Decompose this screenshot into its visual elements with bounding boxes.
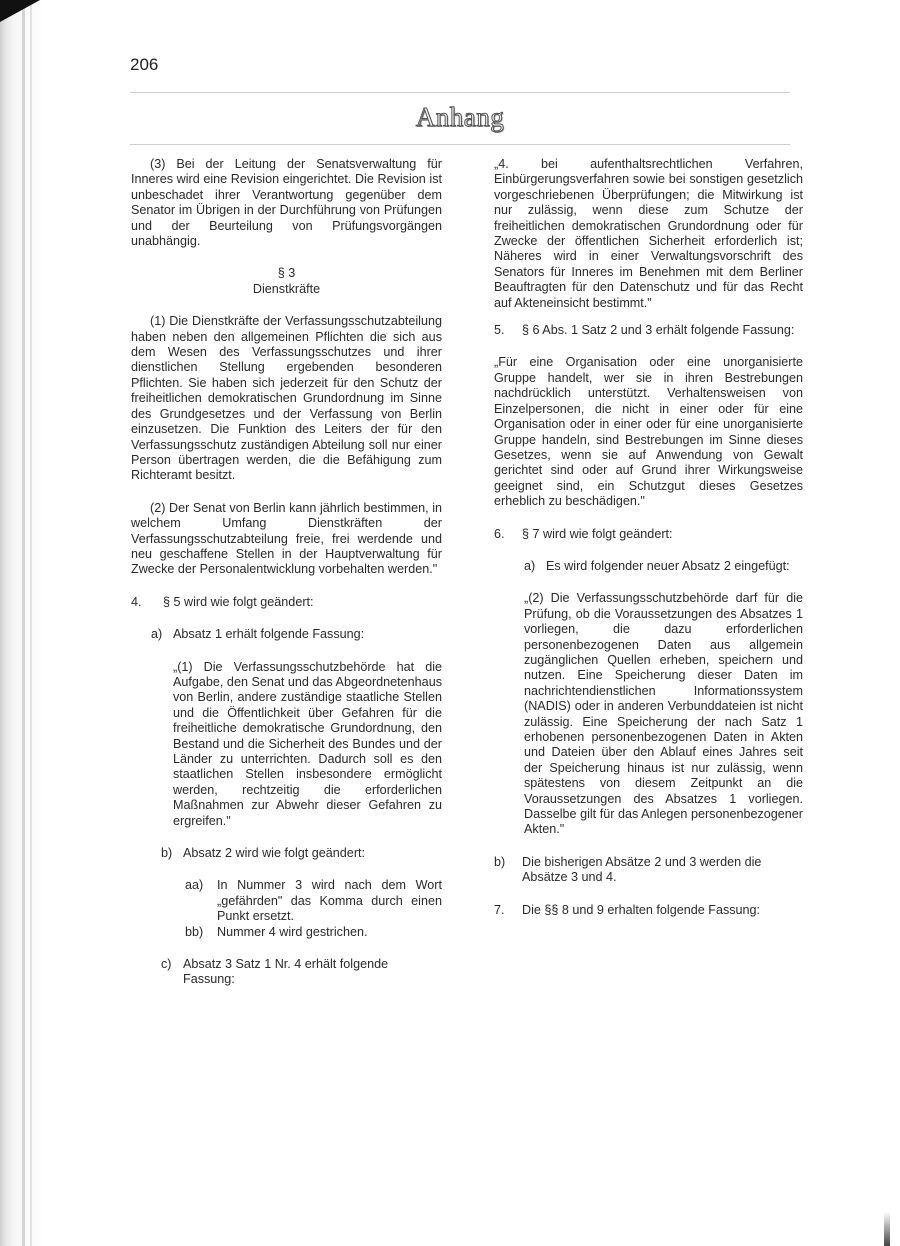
quote-paragraph: „4. bei aufenthaltsrechtlichen Verfahren, Einbürgerungsverfahren sowie bei sonstigen gesetzlich vorgeschriebenen Überprüfungen; die Mitwirkung ist nur zulässig, wenn diese zum Schutze der freiheitlichen demokratischen Grundordnung oder für Zwecke der öffentlichen Sicherheit erforderlich ist; Näheres wird in einer Verwaltungsvorschrift des Senators für Inneres im Benehmen mit dem Berliner Beauftragten für den Datenschutz und für das Recht auf Akteneinsicht bestimmt." bbox=[494, 157, 803, 310]
list-item-6a bbox=[524, 559, 803, 574]
list-text: Die §§ 8 und 9 erhalten folgende Fassung: bbox=[522, 902, 761, 917]
right-column bbox=[494, 157, 803, 918]
list-item-6b bbox=[494, 855, 803, 886]
list-text: Absatz 2 wird wie folgt geändert: bbox=[183, 846, 366, 861]
list-text: § 5 wird wie folgt geändert: bbox=[163, 594, 314, 609]
list-item-7 bbox=[494, 903, 803, 918]
list-number: 5. bbox=[494, 323, 505, 338]
list-subletter: aa) bbox=[185, 878, 204, 893]
section-header: Anhang bbox=[415, 102, 505, 132]
page-number: 206 bbox=[130, 55, 159, 74]
list-text: § 6 Abs. 1 Satz 2 und 3 erhält folgende Fassung: bbox=[522, 323, 795, 338]
list-item-4a bbox=[151, 627, 442, 642]
binding-corner-mark bbox=[0, 0, 40, 22]
left-column bbox=[131, 157, 442, 988]
paragraph-dienstkraefte-2: (2) Der Senat von Berlin kann jährlich bestimmen, in welchem Umfang Dienstkräften der Verfassungsschutzabteilung freie, frei werdende und neu geschaffene Stellen in der Hauptverwaltung für Zwecke der Personalentwicklung vorbehalten werden." bbox=[131, 500, 442, 577]
header-rule-top bbox=[130, 92, 790, 93]
quote-paragraph: „Für eine Organisation oder eine unorganisierte Gruppe handelt, wer sie in ihren Bestrebungen nachdrücklich unterstützt. Verhaltensweisen von Einzelpersonen, die nicht in einer oder für eine Organisation oder in einer oder für eine unorganisierte Gruppe handeln, sind Bestrebungen im Sinne dieses Gesetzes, wenn sie auf Anwendung von Gewalt gerichtet sind oder auf Grund ihrer Wirkungsweise geeignet sind, ein Schutzgut dieses Gesetzes erheblich zu beschädigen." bbox=[494, 355, 803, 509]
section-title: Dienstkräfte bbox=[252, 281, 321, 296]
section-symbol: § 3 bbox=[277, 266, 296, 281]
list-item-4 bbox=[131, 595, 442, 610]
list-letter: a) bbox=[151, 627, 163, 642]
header-rule-bottom bbox=[130, 144, 790, 145]
list-item-4c bbox=[161, 957, 442, 988]
list-text: Nummer 4 wird gestrichen. bbox=[217, 924, 368, 939]
list-subletter: bb) bbox=[185, 924, 204, 939]
list-item-4b bbox=[161, 846, 442, 861]
list-letter: a) bbox=[524, 558, 536, 573]
list-text: Die bisherigen Absätze 2 und 3 werden die Absätze 3 und 4. bbox=[522, 854, 762, 885]
paragraph-dienstkraefte-1: (1) Die Dienstkräfte der Verfassungsschutzabteilung haben neben den allgemeinen Pflichten die sich aus dem Wesen des Verfassungsschutzes und ihrer dienstlichen Stellung ergebenden besonderen Pflichten. Sie haben sich jederzeit für den Schutz der freiheitlichen demokratischen Grundordnung im Sinne des Grundgesetzes und der Verfassung von Berlin einzusetzen. Die Funktion des Leiters der für den Verfassungsschutz zuständigen Abteilung soll nur einer Person übertragen werden, die die Befähigung zum Richteramt besitzt. bbox=[131, 314, 442, 483]
list-item-4b-aa bbox=[185, 878, 442, 924]
list-number: 6. bbox=[494, 526, 505, 541]
binding-stripe bbox=[30, 0, 32, 1246]
list-text: Absatz 1 erhält folgende Fassung: bbox=[173, 627, 365, 642]
list-number: 4. bbox=[131, 594, 142, 609]
list-number: 7. bbox=[494, 902, 505, 917]
paragraph-revision: (3) Bei der Leitung der Senatsverwaltung für Inneres wird eine Revision eingerichtet. Die Revision ist unbeschadet ihrer Verantwortung gegenüber dem Senator im Übrigen in der Durchführung von Prüfungen und der Beurteilung von Prüfungsvorgängen unabhängig. bbox=[131, 157, 442, 249]
list-text: Absatz 3 Satz 1 Nr. 4 erhält folgende Fassung: bbox=[183, 957, 389, 987]
list-letter: b) bbox=[494, 854, 506, 869]
page-edge-mark bbox=[884, 1212, 890, 1246]
list-letter: c) bbox=[161, 957, 172, 972]
quote-paragraph: „(2) Die Verfassungsschutzbehörde darf für die Prüfung, ob die Voraussetzungen des Absatzes 1 vorliegen, die dazu erforderlichen personenbezogenen Daten aus allgemein zugänglichen Quellen erheben, speichern und nutzen. Eine Speicherung dieser Daten im nachrichtendienstlichen Informationssystem (NADIS) oder in anderen Verbunddateien ist nicht zulässig. Eine Speicherung der nach Satz 1 erhobenen personenbezogenen Daten in Akten und Dateien über den Ablauf eines Jahres seit der Speicherung hinaus ist nur zulässig, wenn spätestens von diesem Zeitpunkt an die Voraussetzungen des Absatzes 1 vorliegen. Dasselbe gilt für das Anlegen personenbezogener Akten." bbox=[524, 591, 803, 837]
list-text: In Nummer 3 wird nach dem Wort „gefährden" das Komma durch einen Punkt ersetzt. bbox=[217, 878, 442, 924]
list-item-5 bbox=[494, 323, 803, 338]
quote-paragraph: „(1) Die Verfassungsschutzbehörde hat die Aufgabe, den Senat und das Abgeordnetenhaus von Berlin, andere zuständige staatliche Stellen und die Öffentlichkeit über Gefahren für die freiheitliche demokratische Grundordnung, den Bestand und die Sicherheit des Bundes und der Länder zu unterrichten. Dadurch soll es den staatlichen Stellen insbesondere ermöglicht werden, rechtzeitig die erforderlichen Maßnahmen zur Abwehr dieser Gefahren zu ergreifen." bbox=[173, 659, 442, 828]
list-text: Es wird folgender neuer Absatz 2 eingefügt: bbox=[546, 558, 790, 573]
list-item-6 bbox=[494, 527, 803, 542]
binding-stripe bbox=[22, 0, 25, 1246]
list-letter: b) bbox=[161, 846, 173, 861]
list-item-4b-bb bbox=[185, 925, 442, 940]
list-text: § 7 wird wie folgt geändert: bbox=[522, 526, 673, 541]
